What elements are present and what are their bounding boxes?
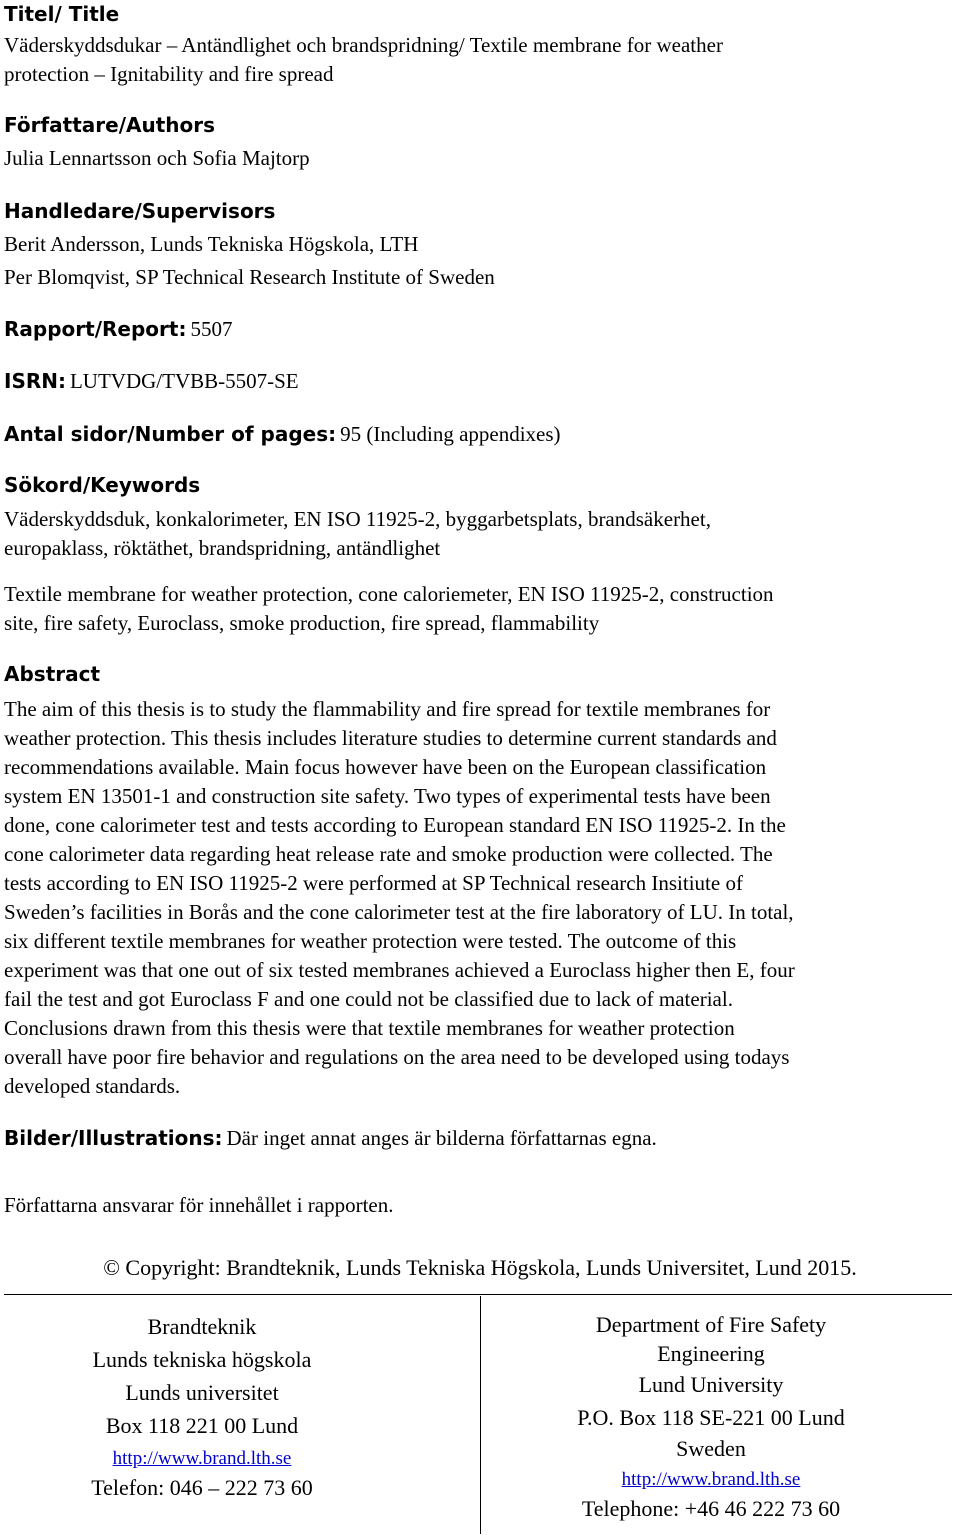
footer-divider-vertical — [480, 1296, 481, 1534]
keywords-label: Sökord/Keywords — [4, 473, 201, 497]
abstract-line: six different textile membranes for weather protection were tested. The outcome of this — [4, 929, 737, 953]
title-label: Titel/ Title — [4, 2, 120, 26]
abstract-line: weather protection. This thesis includes literature studies to determine current standards and — [4, 726, 777, 750]
report-row — [4, 315, 956, 344]
address-line: Lunds tekniska högskola — [92, 1347, 312, 1372]
title-text — [4, 31, 956, 89]
address-line: Engineering — [657, 1341, 765, 1366]
supervisor-item: Per Blomqvist, SP Technical Research Institute of Sweden — [4, 265, 495, 289]
footer-left-address — [4, 1310, 400, 1504]
keywords-english — [4, 580, 956, 638]
footer-divider-horizontal — [4, 1294, 952, 1295]
address-line: Department of Fire Safety — [595, 1312, 827, 1337]
keywords-line: Väderskyddsduk, konkalorimeter, EN ISO 11925-2, byggarbetsplats, brandsäkerhet, — [4, 507, 711, 531]
abstract-text — [4, 695, 956, 1101]
isrn-label: ISRN: — [4, 369, 66, 393]
abstract-label: Abstract — [4, 662, 101, 686]
abstract-line: tests according to EN ISO 11925-2 were performed at SP Technical research Insitiute of — [4, 871, 743, 895]
address-line: P.O. Box 118 SE-221 00 Lund — [577, 1405, 845, 1430]
supervisor-item: Berit Andersson, Lunds Tekniska Högskola, LTH — [4, 232, 419, 256]
address-line: Lunds universitet — [125, 1380, 279, 1405]
supervisors-label: Handledare/Supervisors — [4, 199, 276, 223]
phone-line: Telephone: +46 46 222 73 60 — [581, 1496, 841, 1521]
abstract-line: The aim of this thesis is to study the flammability and fire spread for textile membranes for — [4, 697, 771, 721]
isrn-row — [4, 367, 956, 396]
keywords-swedish — [4, 505, 956, 563]
abstract-line: overall have poor fire behavior and regulations on the area need to be developed using todays — [4, 1045, 790, 1069]
website-link[interactable]: http://www.brand.lth.se — [621, 1469, 801, 1490]
pages-label: Antal sidor/Number of pages: — [4, 422, 337, 446]
report-value: 5507 — [190, 317, 233, 341]
responsibility-note: Författarna ansvarar för innehållet i rapporten. — [4, 1193, 394, 1217]
pages-value: 95 (Including appendixes) — [340, 422, 561, 446]
authors-label: Författare/Authors — [4, 113, 216, 137]
website-link[interactable]: http://www.brand.lth.se — [112, 1448, 292, 1469]
address-line: Lund University — [638, 1372, 784, 1397]
abstract-line: experiment was that one out of six tested membranes achieved a Euroclass higher then E, four — [4, 958, 795, 982]
illustrations-value: Där inget annat anges är bilderna författarnas egna. — [226, 1126, 657, 1150]
authors-text: Julia Lennartsson och Sofia Majtorp — [4, 146, 310, 170]
abstract-line: cone calorimeter data regarding heat release rate and smoke production were collected. The — [4, 842, 773, 866]
title-line: protection – Ignitability and fire spread — [4, 62, 334, 86]
address-line: Box 118 221 00 Lund — [105, 1413, 299, 1438]
address-line: Brandteknik — [147, 1314, 257, 1339]
keywords-line: europaklass, röktäthet, brandspridning, antändlighet — [4, 536, 441, 560]
address-line: Sweden — [676, 1436, 746, 1461]
keywords-line: site, fire safety, Euroclass, smoke production, fire spread, flammability — [4, 611, 600, 635]
abstract-line: done, cone calorimeter test and tests according to European standard EN ISO 11925-2. In the — [4, 813, 786, 837]
title-line: Väderskyddsdukar – Antändlighet och brandspridning/ Textile membrane for weather — [4, 33, 723, 57]
abstract-line: recommendations available. Main focus however have been on the European classification — [4, 755, 767, 779]
report-label: Rapport/Report: — [4, 317, 187, 341]
copyright-line: © Copyright: Brandteknik, Lunds Tekniska Högskola, Lunds Universitet, Lund 2015. — [103, 1255, 857, 1280]
illustrations-row — [4, 1124, 956, 1153]
abstract-line: Conclusions drawn from this thesis were that textile membranes for weather protection — [4, 1016, 735, 1040]
keywords-line: Textile membrane for weather protection, cone caloriemeter, EN ISO 11925-2, construction — [4, 582, 774, 606]
isrn-value: LUTVDG/TVBB-5507-SE — [69, 369, 299, 393]
illustrations-label: Bilder/Illustrations: — [4, 1126, 223, 1150]
abstract-line: developed standards. — [4, 1074, 181, 1098]
abstract-line: system EN 13501-1 and construction site safety. Two types of experimental tests have been — [4, 784, 771, 808]
footer-right-address — [500, 1310, 922, 1525]
supervisors-list — [4, 230, 956, 292]
pages-row — [4, 420, 956, 449]
abstract-line: Sweden’s facilities in Borås and the cone calorimeter test at the fire laboratory of LU. In total, — [4, 900, 794, 924]
abstract-line: fail the test and got Euroclass F and one could not be classified due to lack of material. — [4, 987, 733, 1011]
phone-line: Telefon: 046 – 222 73 60 — [91, 1475, 313, 1500]
